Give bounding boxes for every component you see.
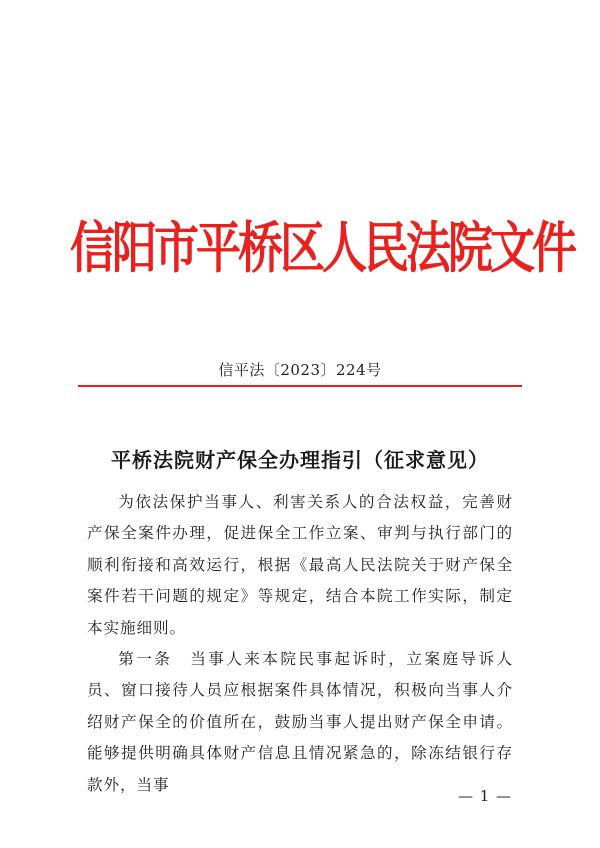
body-paragraph-preamble: 为依法保护当事人、利害关系人的合法权益，完善财产保全案件办理，促进保全工作立案、审判与执行部门的顺利衔接和高效运行，根据《最高人民法院关于财产保全案件若干问题的规定》等规定，结合本院工作实际，制定本实施细则。: [87, 493, 513, 637]
document-body: [87, 487, 513, 801]
page-number: — 1 —: [457, 787, 513, 805]
body-paragraph-article-1: 第一条 当事人来本院民事起诉时，立案庭导诉人员、窗口接待人员应根据案件具体情况，积极向当事人介绍财产保全的价值所在，鼓励当事人提出财产保全申请。能够提供明确具体财产信息且情况紧急的，除冻结银行存款外，当事: [87, 650, 513, 794]
document-title: 平桥法院财产保全办理指引（征求意见）: [111, 448, 489, 472]
red-separator-line: [78, 385, 522, 387]
document-number: 信平法〔2023〕224号: [218, 361, 382, 379]
issuer-header-title: 信阳市平桥区人民法院文件: [70, 215, 575, 281]
